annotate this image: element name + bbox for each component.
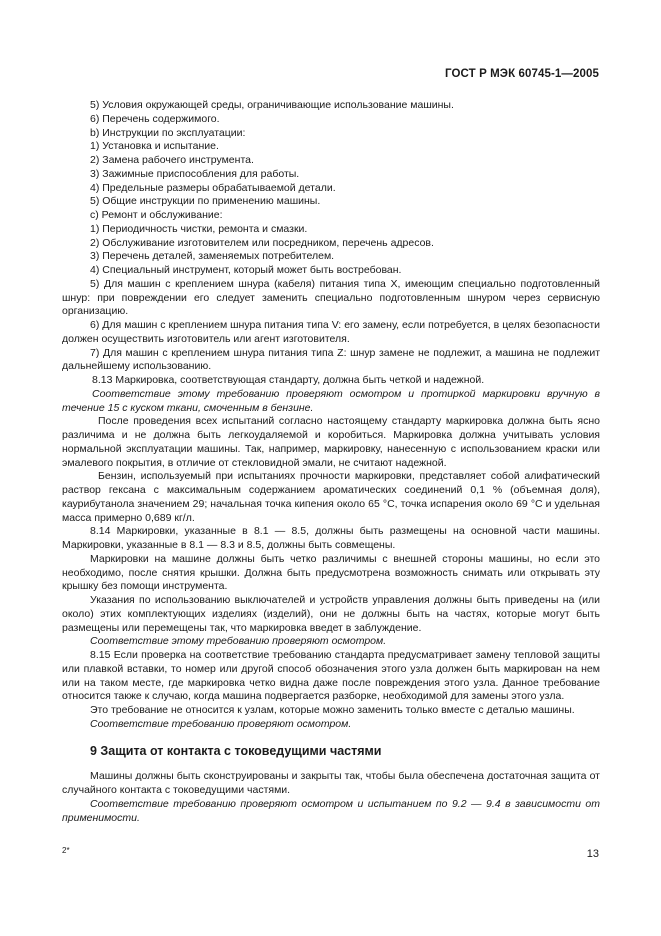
clause-paragraph: 8.14 Маркировки, указанные в 8.1 — 8.5, должны быть размещены на основной части машины. Маркировки, указанные в 8.1 — 8.3 и 8.5, должны быть совмещены.: [62, 525, 600, 551]
list-item: 1) Периодичность чистки, ремонта и смазки.: [90, 222, 308, 235]
list-heading: c) Ремонт и обслуживание:: [90, 209, 223, 221]
list-item: 1) Установка и испытание.: [90, 140, 219, 153]
list-item: 5) Для машин с креплением шнура (кабеля) питания типа X, имеющим специально подготовленный шнур: при повреждении его следует заменить специально подготовленным шнуром через сервисную организацию.: [62, 277, 600, 318]
paragraph: Бензин, используемый при испытаниях прочности маркировки, представляет собой алифатический раствор гексана с максимальным содержанием ароматических соединений 0,1 % (объемная доля), каурибутанола значением 29; начальная точка кипения около 65 °С, точка испарения около 69 °С и удельная масса примерно 0,689 кг/л.: [62, 470, 600, 524]
paragraph: Это требование не относится к узлам, которые можно заменить только вместе с деталью машины.: [90, 704, 575, 716]
paragraph: После проведения всех испытаний согласно настоящему стандарту маркировка должна быть ясно различима и не должна быть легкоудаляемой и коробиться. Маркировка должна учитывать условия нормальной эксплуатации машины. Так, например, маркировку, нанесенную с использованием краски или эмалевого покрытия, в отличие от стекловидной эмали, не считают надежной.: [62, 415, 600, 469]
list-item: 2) Замена рабочего инструмента.: [90, 154, 254, 166]
list-item: 5) Условия окружающей среды, ограничивающие использование машины.: [90, 99, 454, 111]
list-item: 3) Перечень деталей, заменяемых потребителем.: [90, 250, 335, 263]
list-item: 6) Для машин с креплением шнура питания типа V: его замену, если потребуется, в целях безопасности должен осуществить изготовитель или агент изготовителя.: [62, 319, 600, 345]
document-body: [62, 99, 600, 825]
clause-paragraph: 8.15 Если проверка на соответствие требованию стандарта предусматривает замену тепловой защиты или плавкой вставки, то номер или другой способ обозначения этого узла должен быть маркирован на нем или на таком месте, где маркировка четко видна даже после повреждения этого узла. Данное требование относится также к случаю, когда машина подвергается разборке, необходимой для замены этого узла.: [62, 649, 600, 703]
section-title: 9 Защита от контакта с токоведущими частями: [90, 743, 382, 758]
compliance-note: Соответствие этому требованию проверяют осмотром.: [90, 635, 387, 648]
compliance-note: Соответствие этому требованию проверяют осмотром и протиркой маркировки вручную в течение 15 с куском ткани, смоченным в бензине.: [62, 387, 600, 414]
compliance-note: Соответствие требованию проверяют осмотром.: [90, 717, 352, 730]
clause-paragraph: 8.13 Маркировка, соответствующая стандарту, должна быть четкой и надежной.: [92, 374, 485, 386]
document-header: ГОСТ Р МЭК 60745-1—2005: [445, 68, 599, 80]
list-item: 7) Для машин с креплением шнура питания типа Z: шнур замене не подлежит, а машина не подлежит дальнейшему использованию.: [62, 346, 600, 373]
list-item: 2) Обслуживание изготовителем или посредником, перечень адресов.: [90, 236, 434, 249]
footnote-mark: 2*: [62, 846, 70, 855]
list-item: 4) Специальный инструмент, который может быть востребован.: [90, 264, 402, 276]
paragraph: Указания по использованию выключателей и устройств управления должны быть приведены на (или около) этих комплектующих изделиях (изделий), они не должны быть на частях, которые могут быть размещены или перемещены так, что маркировка введет в заблуждение.: [62, 594, 600, 634]
list-item: 5) Общие инструкции по применению машины.: [90, 195, 321, 208]
paragraph: Машины должны быть сконструированы и закрыты так, чтобы была обеспечена достаточная защита от случайного контакта с токоведущими частями.: [62, 770, 600, 796]
list-item: 6) Перечень содержимого.: [90, 112, 220, 125]
paragraph: Маркировки на машине должны быть четко различимы с внешней стороны машины, но если это необходимо, после снятия крышки. Должна быть предусмотрена возможность снимать или открывать эту крышку без помощи инструмента.: [62, 552, 600, 593]
list-item: 3) Зажимные приспособления для работы.: [90, 167, 300, 180]
page-number: 13: [586, 848, 599, 860]
compliance-note: Соответствие требованию проверяют осмотром и испытанием по 9.2 — 9.4 в зависимости от применимости.: [62, 797, 600, 824]
list-item: 4) Предельные размеры обрабатываемой детали.: [90, 181, 336, 194]
list-heading: b) Инструкции по эксплуатации:: [90, 126, 246, 139]
